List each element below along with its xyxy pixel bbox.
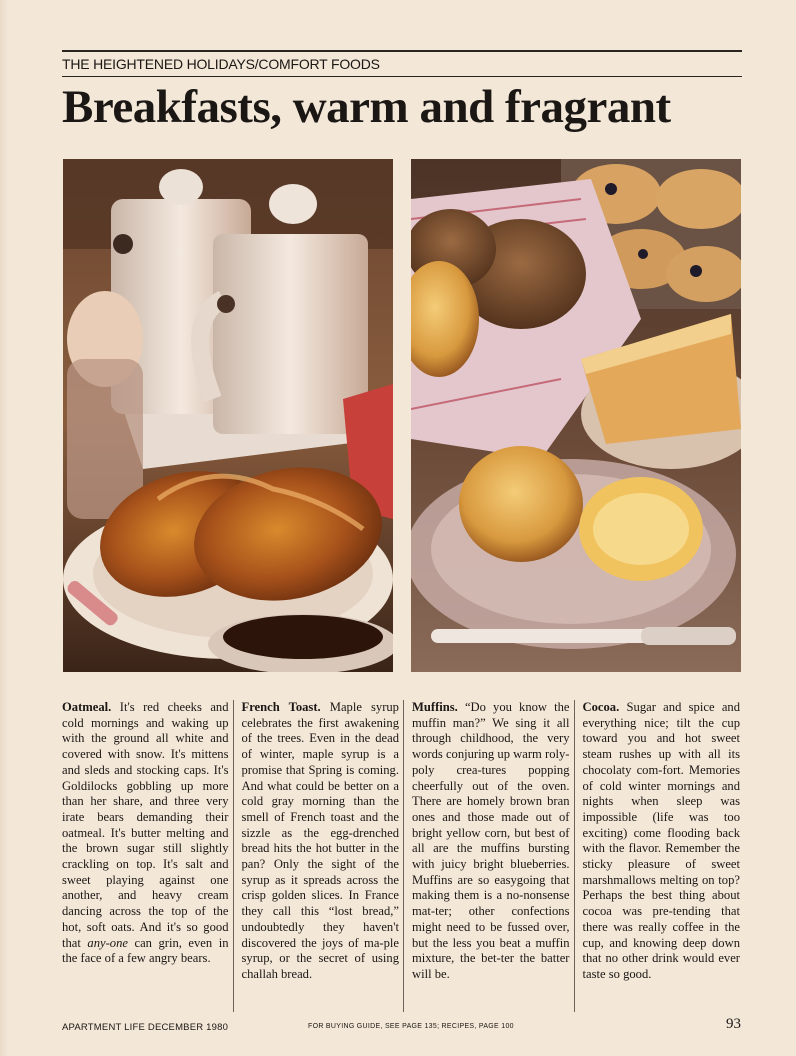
column-tail: can grin, even in the face of a few angry bears.: [62, 935, 229, 966]
column-lead: Cocoa.: [582, 700, 620, 714]
magazine-issue-footer: APARTMENT LIFE DECEMBER 1980: [62, 1022, 229, 1033]
page-number: 93: [726, 1016, 741, 1032]
column-lead: French Toast.: [241, 700, 321, 714]
page-title: Breakfasts, warm and fragrant: [62, 81, 671, 133]
page-edge: [0, 0, 8, 1056]
section-kicker: THE HEIGHTENED HOLIDAYS/COMFORT FOODS: [62, 56, 380, 72]
column-text: It's red cheeks and cold mornings and waking up with the ground all white and covered with snow. It's mittens and sleds and stocking caps. It's Goldilocks gobbling up more than her share, and three very irate bears demanding their oatmeal. It's butter melting and the brown sugar still slightly crackling on top. It's salt and sweet playing against one another, and heavy cream dancing across the top of the hot, soft oats. And it's so good that: [62, 700, 229, 950]
french-toast-oatmeal-photo: [63, 159, 393, 672]
column-lead: Oatmeal.: [62, 700, 112, 714]
column-text: Sugar and spice and everything nice; tilt the cup toward you and hot sweet steam rushes up with all its chocolaty com-fort. Memories of cold winter mornings and nights when sleep was impossible (life was too exciting) come flooding back with the flavor. Remember the sticky pleasure of sweet marshmallows melting on top? Perhaps the best thing about cocoa was pre-tending that there was really coffee in the cup, and knowing deep down that no other drink would ever taste so good.: [582, 700, 740, 981]
buying-guide-note: FOR BUYING GUIDE, SEE PAGE 135; RECIPES, PAGE 100: [308, 1023, 514, 1030]
header-rule-top: [62, 50, 742, 52]
column-text: Maple syrup celebrates the first awakening of the trees. Even in the dead of winter, maple syrup is a promise that Spring is coming. And what could be better on a cold gray morning than the smell of French toast and the sizzle as the egg-drenched bread hits the hot butter in the pan? Only the sight of the syrup as it spreads across the crisp golden slices. In France they call this “lost bread,” undoubtedly they haven't discovered the joys of ma-ple syrup, or the secret of using challah bread.: [241, 700, 399, 981]
column-oatmeal: [62, 700, 233, 1012]
column-cocoa: [574, 700, 745, 1012]
column-lead: Muffins.: [412, 700, 458, 714]
header-rule-bottom: [62, 76, 742, 77]
column-text: “Do you know the muffin man?” We sing it all through childhood, the very words conjuring up warm roly-poly crea-tures popping cheerfully out of the oven. There are homely brown bran ones and those made out of bright yellow corn, but best of all are the muffins bursting with juicy bright blueberries. Muffins are so easygoing that making them is a no-nonsense mat-ter; other confections might need to be fussed over, but the less you beat a muffin mixture, the bet-ter the batter will be.: [412, 700, 570, 981]
column-french-toast: [233, 700, 404, 1012]
muffins-breads-photo: [411, 159, 741, 672]
column-muffins: [403, 700, 574, 1012]
column-italic: any-one: [87, 935, 128, 950]
article-columns: [62, 700, 744, 1012]
